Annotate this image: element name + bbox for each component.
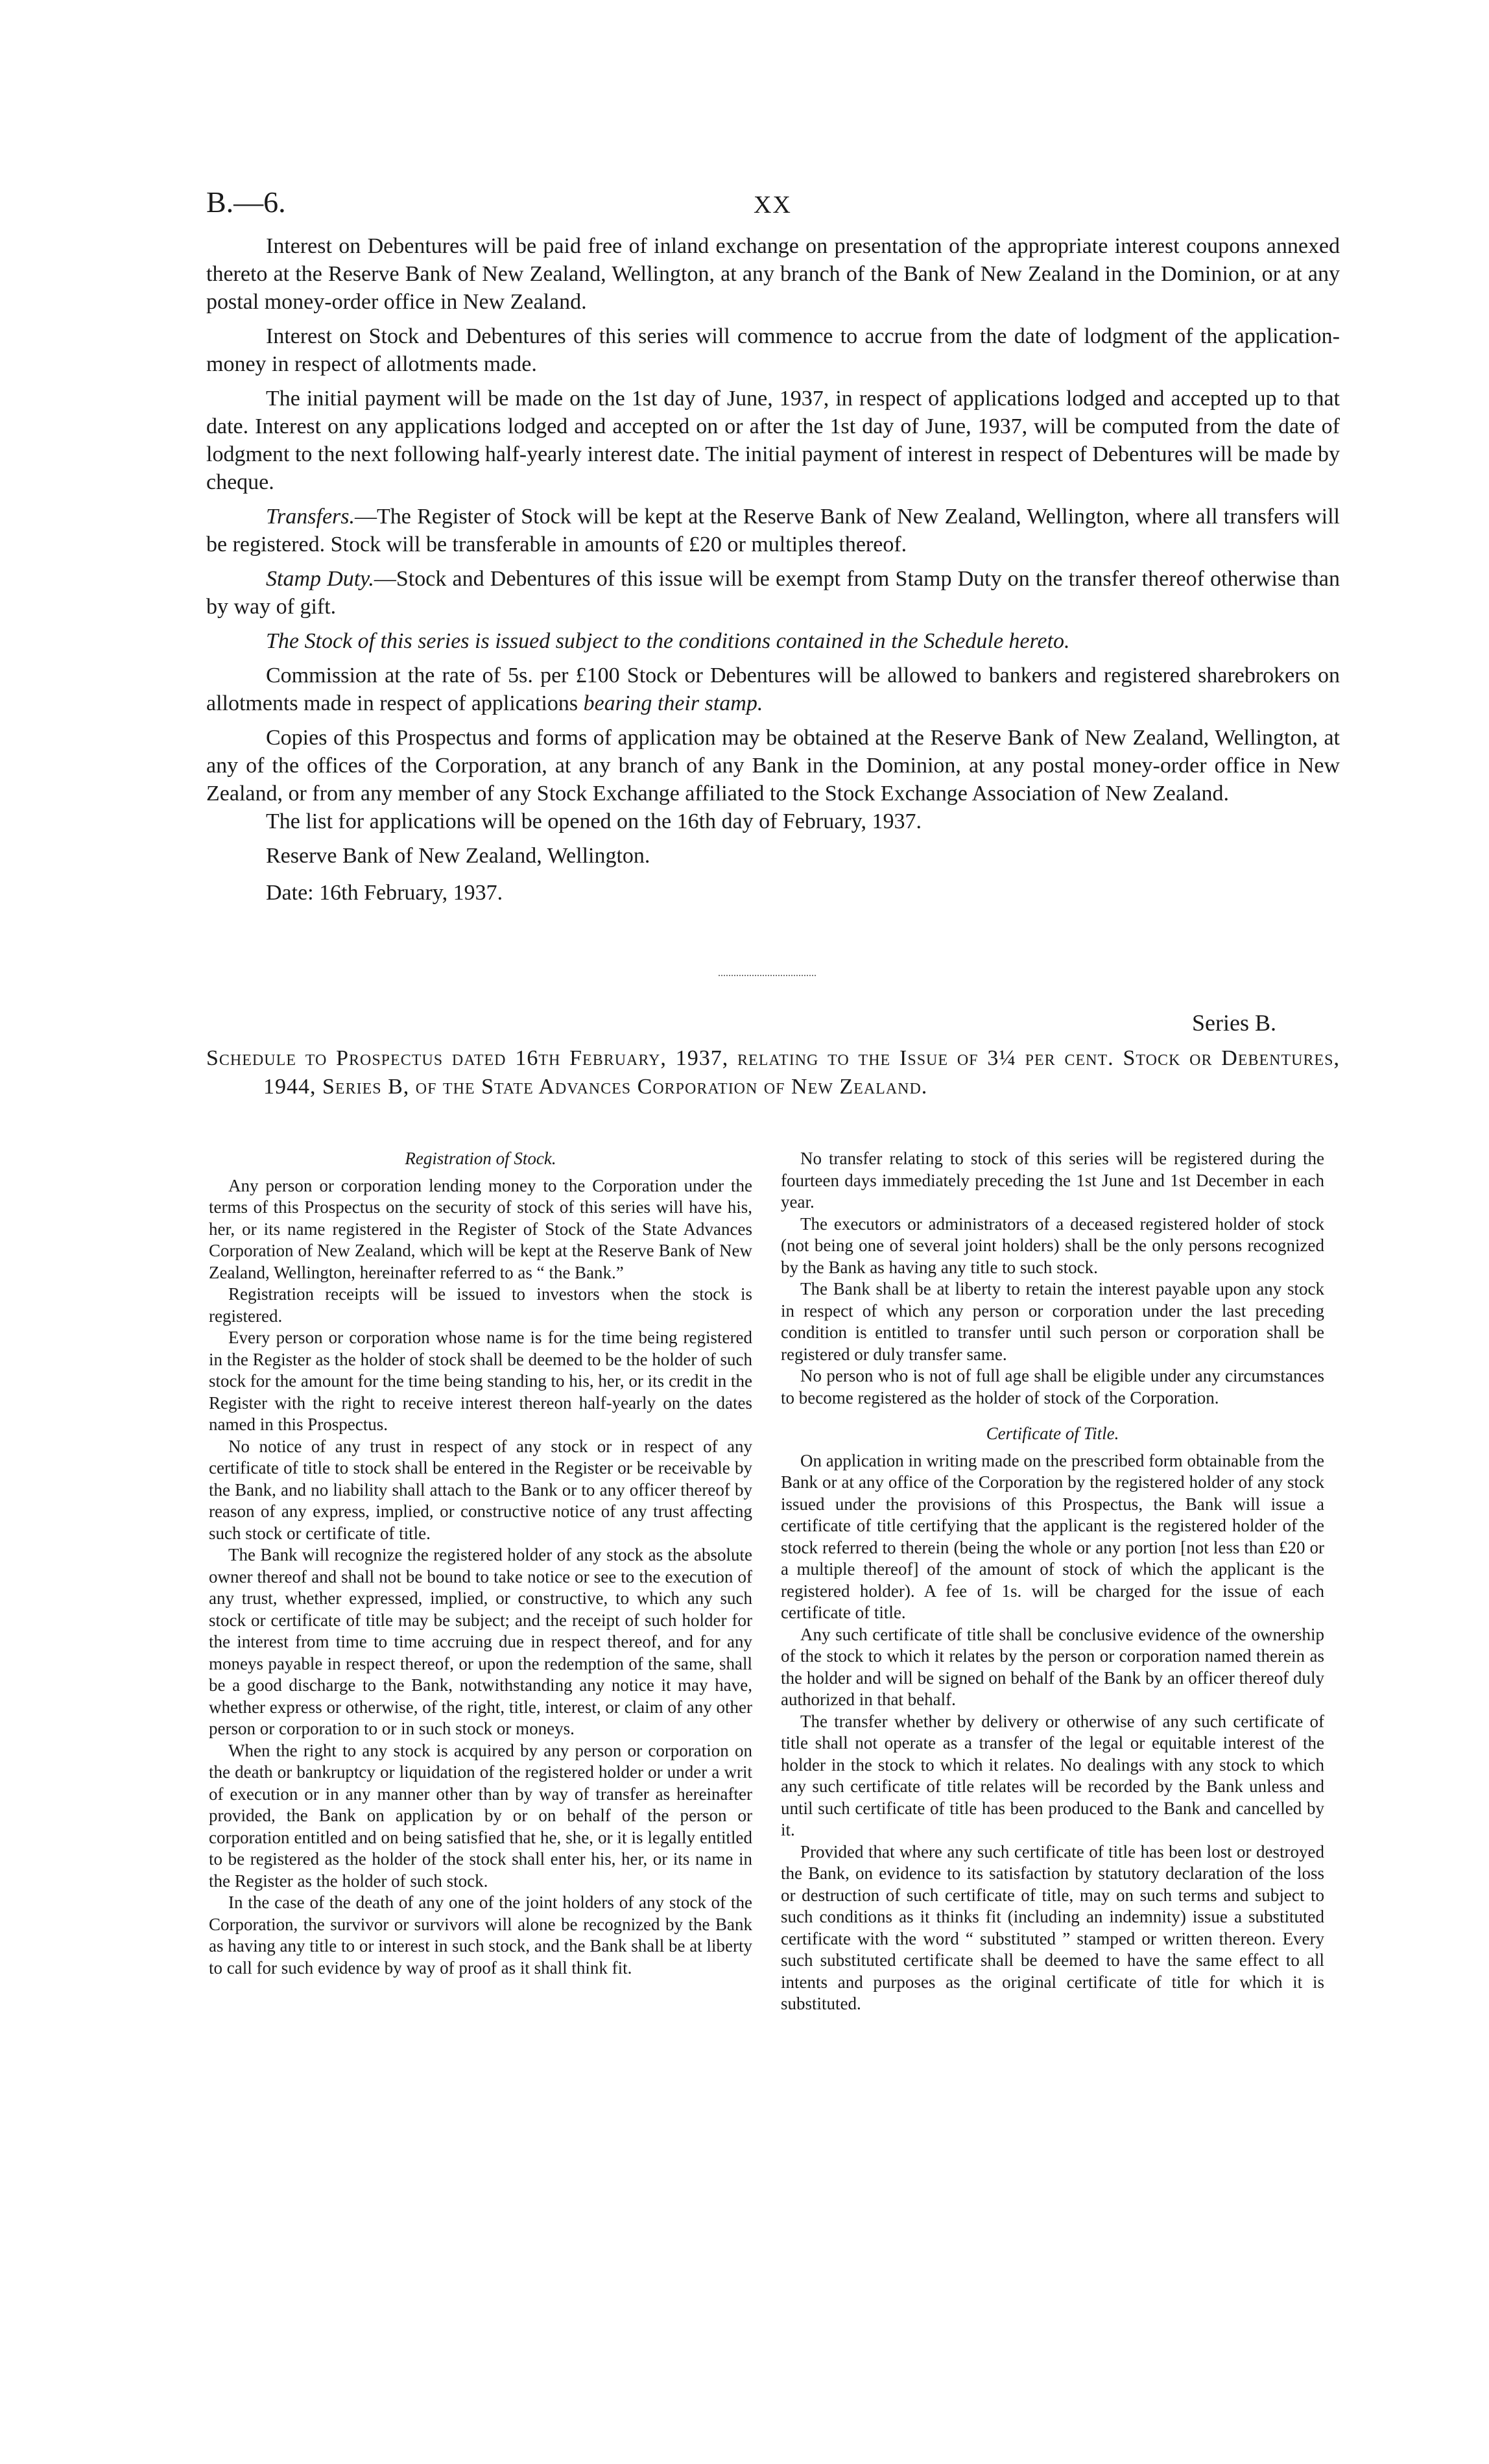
paragraph: The executors or administrators of a deceased registered holder of stock (not being one of several joint holders) shall be the only persons recognized by the Bank as having any title to such stock. xyxy=(781,1214,1324,1277)
paragraph: No notice of any trust in respect of any stock or in respect of any certificate of title to stock shall be entered in the Register or be receivable by the Bank, and no liability shall attach to the Bank or to any officer thereof by reason of any express, implied, or constructive notice of any trust affecting such stock or certificate of title. xyxy=(209,1436,752,1543)
left-column xyxy=(209,1148,752,1979)
paragraph-list-opening: The list for applications will be opened on the 16th day of February, 1937. xyxy=(266,809,922,833)
commission-text: Commission at the rate of 5s. per £100 Stock or Debentures will be allowed to bankers and registered sharebrokers on allotments made in respect of applications xyxy=(206,664,1340,715)
paragraph-copies: Copies of this Prospectus and forms of application may be obtained at the Reserve Bank of New Zealand, Wellington, at any of the offices of the Corporation, at any branch of any Bank in the Dominion, at any postal money-order office in New Zealand, or from any member of any Stock Exchange affiliated to the Stock Exchange Association of New Zealand. xyxy=(206,726,1340,806)
page-number: XX xyxy=(754,191,792,219)
commission-italic: bearing their stamp. xyxy=(583,691,763,715)
transfers-heading: Transfers. xyxy=(266,505,355,529)
signature-bank: Reserve Bank of New Zealand, Wellington. xyxy=(266,844,650,868)
schedule-title: Schedule to Prospectus dated 16th February, 1937, relating to the Issue of 3¼ per cent. Stock or Debentures, 1944, Series B, of the State Advances Corporation of New Zealand. xyxy=(206,1046,1340,1099)
prospectus-conditions xyxy=(206,232,1340,916)
paragraph: Every person or corporation whose name is for the time being registered in the Register as the holder of stock shall be deemed to be the holder of such stock for the amount for the time being standing to his, her, or its credit in the Register with the right to receive interest thereon half-yearly on the dates named in this Prospectus. xyxy=(209,1328,752,1434)
paragraph: The transfer whether by delivery or otherwise of any such certificate of title shall not operate as a transfer of the legal or equitable interest of the holder in the stock to which it relates. No dealings with any stock to which any such certificate of title relates will be recorded by the Bank unless and until such certificate of title has been produced to the Bank and cancelled by it. xyxy=(781,1711,1324,1839)
paragraph: No transfer relating to stock of this series will be registered during the fourteen days immediately preceding the 1st June and 1st December in each year. xyxy=(781,1149,1324,1212)
document-reference: B.—6. xyxy=(206,185,286,219)
section-divider xyxy=(719,975,816,976)
paragraph: Registration receipts will be issued to investors when the stock is registered. xyxy=(209,1284,752,1326)
certificate-heading: Certificate of Title. xyxy=(986,1424,1119,1443)
signature-date: Date: 16th February, 1937. xyxy=(266,881,503,905)
stamp-duty-text: —Stock and Debentures of this issue will be exempt from Stamp Duty on the transfer thereof otherwise than by way of gift. xyxy=(206,567,1340,619)
paragraph: Provided that where any such certificate of title has been lost or destroyed the Bank, on evidence to its satisfaction by statutory declaration of the loss or destruction of such certificate of title, may on such terms and subject to such conditions as it thinks fit (including an indemnity) issue a substituted certificate with the word “ substituted ” stamped or written thereon. Every such substituted certificate shall be deemed to have the same effect to all intents and purposes as the original certificate of title for which it is substituted. xyxy=(781,1841,1324,2013)
paragraph: The Bank shall be at liberty to retain the interest payable upon any stock in respect of which any person or corporation under the last preceding condition is entitled to transfer until such person or corporation shall be registered or duly transfer same. xyxy=(781,1279,1324,1364)
paragraph: When the right to any stock is acquired by any person or corporation on the death or bankruptcy or liquidation of the registered holder or under a writ of execution or in any manner other than by way of transfer as hereinafter provided, the Bank on application by or on behalf of the person or corporation entitled and on being satisfied that he, she, or it is legally entitled to be registered as the holder of the stock shall enter his, her, or its name in the Register as the holder of such stock. xyxy=(209,1740,752,1891)
paragraph: Any person or corporation lending money to the Corporation under the terms of this Prospectus on the security of stock of this series will have his, her, or its name registered in the Register of Stock of the State Advances Corporation of New Zealand, which will be kept at the Reserve Bank of New Zealand, Wellington, hereinafter referred to as “ the Bank.” xyxy=(209,1175,752,1282)
stamp-duty-heading: Stamp Duty. xyxy=(266,567,374,591)
paragraph: No person who is not of full age shall be eligible under any circumstances to become registered as the holder of stock of the Corporation. xyxy=(781,1366,1324,1407)
paragraph-transfers xyxy=(206,503,1340,558)
paragraph-interest-payment: Interest on Debentures will be paid free of inland exchange on presentation of the appropriate interest coupons annexed thereto at the Reserve Bank of New Zealand, Wellington, at any branch of the Bank of New Zealand in the Dominion, or at any postal money-order office in New Zealand. xyxy=(206,234,1340,314)
schedule-note-text: The Stock of this series is issued subject to the conditions contained in the Schedule hereto. xyxy=(266,629,1070,653)
right-column xyxy=(781,1148,1324,2015)
paragraph-schedule-note xyxy=(206,627,1340,655)
paragraph-commission xyxy=(206,662,1340,717)
paragraph-initial-payment: The initial payment will be made on the 1st day of June, 1937, in respect of applications lodged and accepted up to that date. Interest on any applications lodged and accepted on or after the 1st day of June, 1937, will be computed from the date of lodgment to the next following half-yearly interest date. The initial payment of interest in respect of Debentures will be made by cheque. xyxy=(206,387,1340,494)
transfers-text: —The Register of Stock will be kept at the Reserve Bank of New Zealand, Wellington, where all transfers will be registered. Stock will be transferable in amounts of £20 or multiples thereof. xyxy=(206,505,1340,556)
series-label: Series B. xyxy=(1192,1010,1276,1036)
paragraph: The Bank will recognize the registered holder of any stock as the absolute owner thereof and shall not be bound to take notice or see to the execution of any trust, whether expressed, implied, or constructive, to which any such stock or certificate of title may be subject; and the receipt of such holder for the interest from time to time accruing due in respect thereof, and for any moneys payable in respect thereof, or upon the redemption of the same, shall be a good discharge to the Bank, notwithstanding any notice it may have, whether express or otherwise, of the right, title, interest, or claim of any other person or corporation to or in such stock or moneys. xyxy=(209,1545,752,1738)
paragraph: Any such certificate of title shall be conclusive evidence of the ownership of the stock to which it relates by the person or corporation named therein as the holder and will be signed on behalf of the Bank by an officer thereof duly authorized in that behalf. xyxy=(781,1624,1324,1709)
paragraph: In the case of the death of any one of the joint holders of any stock of the Corporation, the survivor or survivors will alone be recognized by the Bank as having any title to or interest in such stock, and the Bank shall be at liberty to call for such evidence by way of proof as it shall think fit. xyxy=(209,1893,752,1978)
paragraph: On application in writing made on the prescribed form obtainable from the Bank or at any office of the Corporation by the registered holder of any stock issued under the provisions of this Prospectus, the Bank will issue a certificate of title certifying that the applicant is the registered holder of the stock referred to therein (being the whole or any portion [not less than £20 or a multiple thereof] of the amount of stock of which the applicant is the registered holder). A fee of 1s. will be charged for the issue of each certificate of title. xyxy=(781,1450,1324,1622)
paragraph-interest-accrual: Interest on Stock and Debentures of this series will commence to accrue from the date of lodgment of the application-money in respect of allotments made. xyxy=(206,324,1340,376)
paragraph-stamp-duty xyxy=(206,565,1340,621)
registration-heading: Registration of Stock. xyxy=(405,1149,556,1168)
